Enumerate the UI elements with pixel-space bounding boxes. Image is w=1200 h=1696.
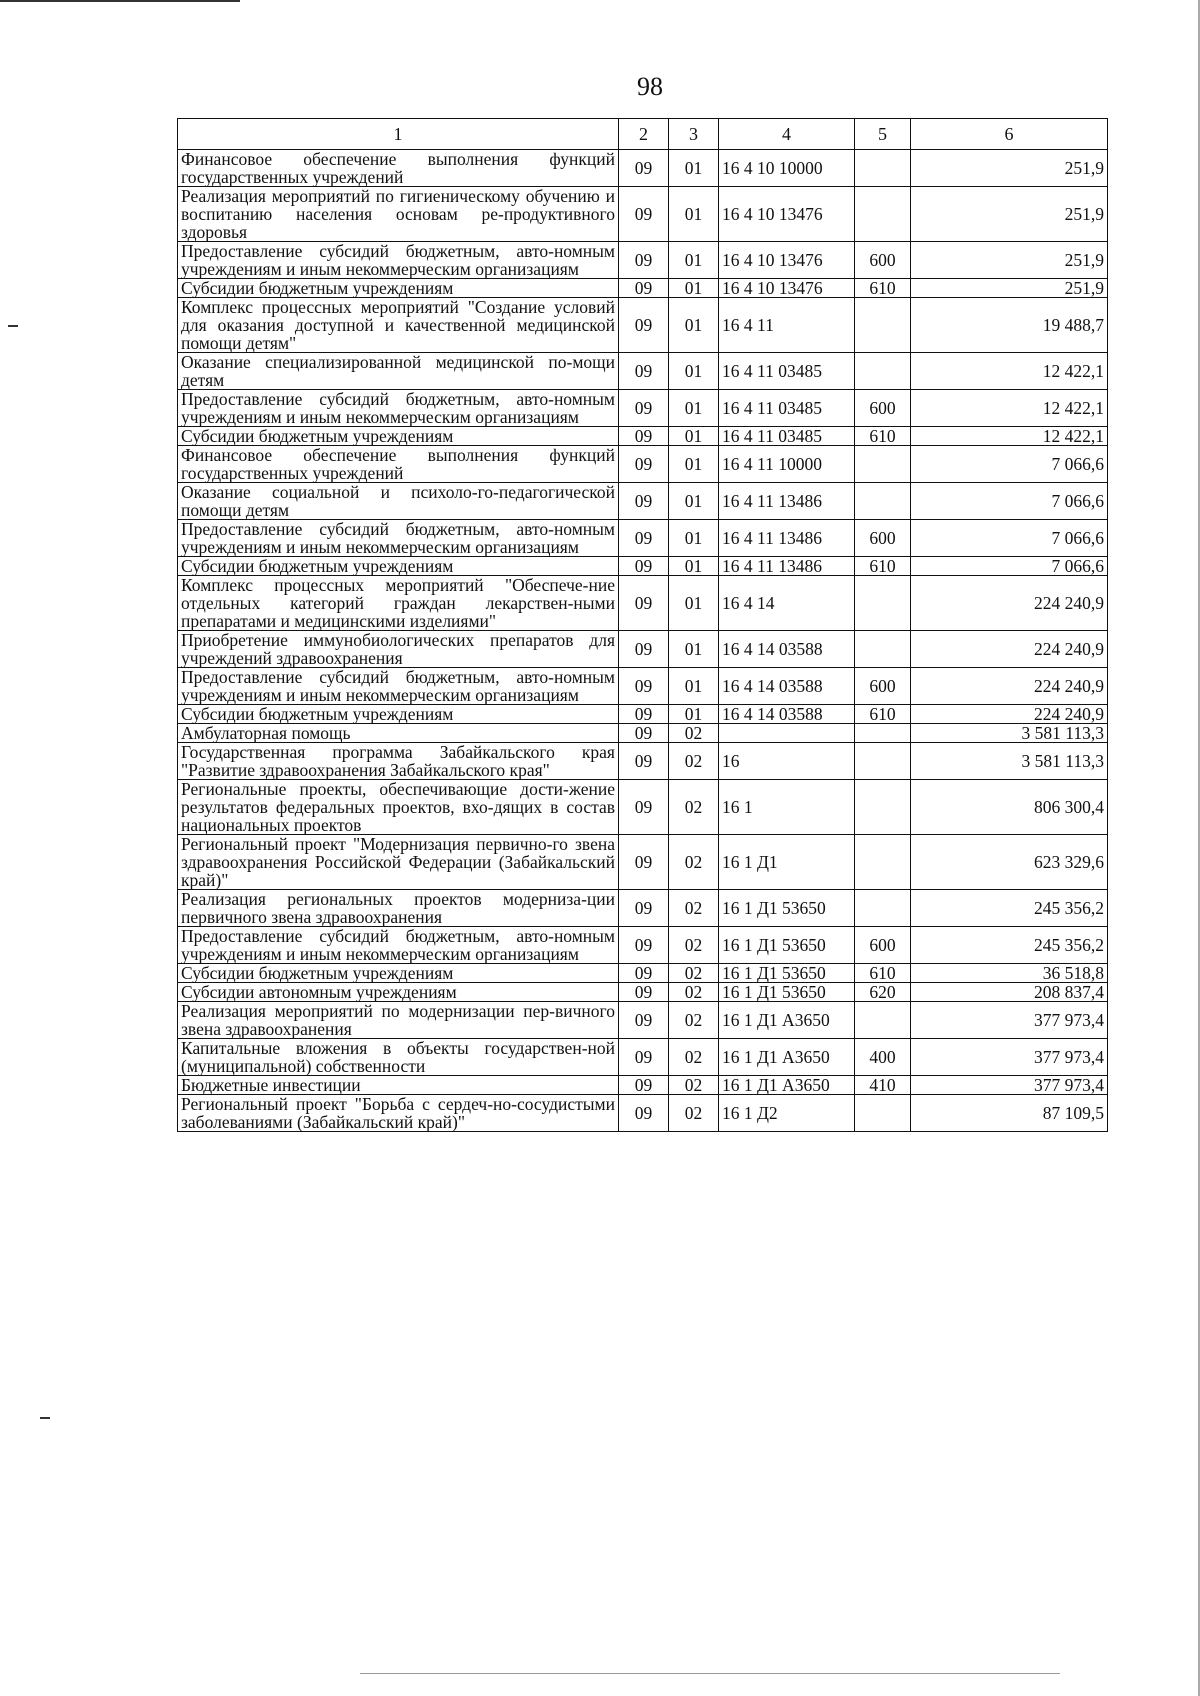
- table-row: [178, 983, 1108, 1002]
- cell-subsection: 01: [669, 446, 719, 483]
- cell-section: 09: [619, 983, 669, 1002]
- cell-subsection: 02: [669, 890, 719, 927]
- cell-section: 09: [619, 1002, 669, 1039]
- cell-target-code: 16 4 10 13476: [719, 279, 855, 298]
- cell-name: Региональный проект "Борьба с сердеч-но-сосудистыми заболеваниями (Забайкальский край)": [178, 1095, 619, 1132]
- cell-name: Региональные проекты, обеспечивающие дости-жение результатов федеральных проектов, вхо-дящих в состав национальных проектов: [178, 780, 619, 835]
- cell-name: Субсидии бюджетным учреждениям: [178, 279, 619, 298]
- cell-name: Оказание специализированной медицинской по-мощи детям: [178, 353, 619, 390]
- cell-amount: 377 973,4: [911, 1002, 1108, 1039]
- cell-subsection: 01: [669, 187, 719, 242]
- cell-expense-type: 600: [855, 668, 911, 705]
- table-row: [178, 483, 1108, 520]
- cell-name: Финансовое обеспечение выполнения функций государственных учреждений: [178, 446, 619, 483]
- scan-edge-bottom: [360, 1673, 1060, 1674]
- cell-subsection: 02: [669, 1076, 719, 1095]
- table-row: [178, 576, 1108, 631]
- cell-section: 09: [619, 520, 669, 557]
- cell-section: 09: [619, 890, 669, 927]
- scan-dash-left: [8, 325, 18, 327]
- cell-expense-type: 600: [855, 520, 911, 557]
- cell-amount: 224 240,9: [911, 668, 1108, 705]
- cell-section: 09: [619, 927, 669, 964]
- table-row: [178, 187, 1108, 242]
- cell-amount: 224 240,9: [911, 631, 1108, 668]
- cell-amount: 806 300,4: [911, 780, 1108, 835]
- budget-table: [177, 118, 1108, 1132]
- cell-section: 09: [619, 964, 669, 983]
- cell-subsection: 01: [669, 150, 719, 187]
- cell-target-code: 16 4 11 13486: [719, 557, 855, 576]
- cell-subsection: 01: [669, 298, 719, 353]
- cell-target-code: 16 1 Д1 53650: [719, 964, 855, 983]
- cell-amount: 245 356,2: [911, 890, 1108, 927]
- cell-target-code: 16 4 10 13476: [719, 242, 855, 279]
- cell-expense-type: [855, 1095, 911, 1132]
- cell-amount: 245 356,2: [911, 927, 1108, 964]
- cell-amount: 623 329,6: [911, 835, 1108, 890]
- cell-expense-type: [855, 483, 911, 520]
- cell-name: Государственная программа Забайкальского края "Развитие здравоохранения Забайкальского края": [178, 743, 619, 780]
- col-header-1: 1: [178, 119, 619, 150]
- cell-name: Предоставление субсидий бюджетным, авто-номным учреждениям и иным некоммерческим организациям: [178, 927, 619, 964]
- cell-subsection: 02: [669, 964, 719, 983]
- cell-amount: 224 240,9: [911, 705, 1108, 724]
- cell-name: Предоставление субсидий бюджетным, авто-номным учреждениям и иным некоммерческим организациям: [178, 520, 619, 557]
- cell-section: 09: [619, 1095, 669, 1132]
- cell-target-code: 16 4 14 03588: [719, 631, 855, 668]
- cell-amount: 19 488,7: [911, 298, 1108, 353]
- cell-expense-type: [855, 631, 911, 668]
- table-row: [178, 150, 1108, 187]
- table-row: [178, 1039, 1108, 1076]
- table-row: [178, 279, 1108, 298]
- cell-name: Предоставление субсидий бюджетным, авто-номным учреждениям и иным некоммерческим организациям: [178, 390, 619, 427]
- cell-name: Реализация мероприятий по модернизации пер-вичного звена здравоохранения: [178, 1002, 619, 1039]
- cell-expense-type: 610: [855, 427, 911, 446]
- cell-target-code: 16 1 Д1 А3650: [719, 1039, 855, 1076]
- cell-name: Реализация мероприятий по гигиеническому обучению и воспитанию населения основам ре-продуктивного здоровья: [178, 187, 619, 242]
- table-row: [178, 1095, 1108, 1132]
- cell-name: Предоставление субсидий бюджетным, авто-номным учреждениям и иным некоммерческим организациям: [178, 242, 619, 279]
- col-header-6: 6: [911, 119, 1108, 150]
- col-header-3: 3: [669, 119, 719, 150]
- cell-target-code: 16 4 10 13476: [719, 187, 855, 242]
- cell-amount: 7 066,6: [911, 483, 1108, 520]
- cell-subsection: 01: [669, 557, 719, 576]
- cell-expense-type: 610: [855, 705, 911, 724]
- cell-target-code: 16: [719, 743, 855, 780]
- cell-subsection: 01: [669, 279, 719, 298]
- cell-target-code: 16 1 Д1 А3650: [719, 1002, 855, 1039]
- cell-name: Предоставление субсидий бюджетным, авто-номным учреждениям и иным некоммерческим организациям: [178, 668, 619, 705]
- cell-expense-type: [855, 353, 911, 390]
- cell-target-code: 16 4 10 10000: [719, 150, 855, 187]
- cell-target-code: 16 4 11: [719, 298, 855, 353]
- cell-target-code: 16 4 14 03588: [719, 668, 855, 705]
- cell-section: 09: [619, 576, 669, 631]
- cell-amount: 36 518,8: [911, 964, 1108, 983]
- cell-target-code: 16 1 Д1 53650: [719, 983, 855, 1002]
- cell-subsection: 01: [669, 242, 719, 279]
- table-row: [178, 446, 1108, 483]
- cell-target-code: 16 1 Д1 А3650: [719, 1076, 855, 1095]
- cell-amount: 12 422,1: [911, 427, 1108, 446]
- cell-name: Бюджетные инвестиции: [178, 1076, 619, 1095]
- cell-amount: 7 066,6: [911, 446, 1108, 483]
- cell-subsection: 01: [669, 576, 719, 631]
- cell-section: 09: [619, 631, 669, 668]
- cell-amount: 12 422,1: [911, 353, 1108, 390]
- cell-expense-type: 400: [855, 1039, 911, 1076]
- cell-subsection: 02: [669, 1039, 719, 1076]
- table-row: [178, 964, 1108, 983]
- table-row: [178, 668, 1108, 705]
- cell-expense-type: 410: [855, 1076, 911, 1095]
- cell-expense-type: [855, 187, 911, 242]
- table-row: [178, 1002, 1108, 1039]
- cell-target-code: 16 4 14: [719, 576, 855, 631]
- cell-name: Региональный проект "Модернизация первично-го звена здравоохранения Российской Федерации (Забайкальский край)": [178, 835, 619, 890]
- cell-target-code: 16 1 Д2: [719, 1095, 855, 1132]
- cell-name: Субсидии бюджетным учреждениям: [178, 557, 619, 576]
- cell-name: Комплекс процессных мероприятий "Создание условий для оказания доступной и качественной медицинской помощи детям": [178, 298, 619, 353]
- cell-name: Оказание социальной и психоло-го-педагогической помощи детям: [178, 483, 619, 520]
- cell-expense-type: 610: [855, 279, 911, 298]
- cell-subsection: 02: [669, 1002, 719, 1039]
- cell-subsection: 02: [669, 724, 719, 743]
- cell-subsection: 02: [669, 835, 719, 890]
- cell-expense-type: [855, 780, 911, 835]
- table-body: [178, 150, 1108, 1132]
- cell-section: 09: [619, 743, 669, 780]
- cell-name: Субсидии автономным учреждениям: [178, 983, 619, 1002]
- cell-name: Приобретение иммунобиологических препаратов для учреждений здравоохранения: [178, 631, 619, 668]
- cell-amount: 251,9: [911, 187, 1108, 242]
- cell-amount: 208 837,4: [911, 983, 1108, 1002]
- table-row: [178, 353, 1108, 390]
- cell-section: 09: [619, 557, 669, 576]
- cell-amount: 12 422,1: [911, 390, 1108, 427]
- cell-amount: 251,9: [911, 242, 1108, 279]
- table-row: [178, 390, 1108, 427]
- cell-section: 09: [619, 187, 669, 242]
- header-row: [178, 119, 1108, 150]
- table-row: [178, 242, 1108, 279]
- cell-expense-type: 610: [855, 557, 911, 576]
- cell-name: Капитальные вложения в объекты государствен-ной (муниципальной) собственности: [178, 1039, 619, 1076]
- cell-target-code: 16 4 11 03485: [719, 427, 855, 446]
- cell-section: 09: [619, 242, 669, 279]
- cell-amount: 3 581 113,3: [911, 724, 1108, 743]
- cell-name: Комплекс процессных мероприятий "Обеспече-ние отдельных категорий граждан лекарствен-ными препаратами и медицинскими изделиями": [178, 576, 619, 631]
- cell-expense-type: [855, 835, 911, 890]
- cell-amount: 251,9: [911, 150, 1108, 187]
- cell-subsection: 01: [669, 353, 719, 390]
- cell-expense-type: [855, 298, 911, 353]
- cell-subsection: 02: [669, 743, 719, 780]
- cell-target-code: 16 4 11 13486: [719, 483, 855, 520]
- cell-expense-type: [855, 724, 911, 743]
- table-row: [178, 890, 1108, 927]
- cell-subsection: 02: [669, 1095, 719, 1132]
- cell-amount: 3 581 113,3: [911, 743, 1108, 780]
- cell-subsection: 01: [669, 705, 719, 724]
- page-number: 98: [637, 72, 663, 101]
- cell-name: Субсидии бюджетным учреждениям: [178, 705, 619, 724]
- cell-expense-type: 600: [855, 927, 911, 964]
- cell-amount: 377 973,4: [911, 1039, 1108, 1076]
- cell-section: 09: [619, 705, 669, 724]
- table-row: [178, 780, 1108, 835]
- table-row: [178, 557, 1108, 576]
- table-row: [178, 631, 1108, 668]
- cell-expense-type: 600: [855, 242, 911, 279]
- cell-target-code: 16 4 11 03485: [719, 390, 855, 427]
- cell-section: 09: [619, 390, 669, 427]
- cell-section: 09: [619, 279, 669, 298]
- cell-name: Амбулаторная помощь: [178, 724, 619, 743]
- cell-subsection: 02: [669, 927, 719, 964]
- cell-expense-type: [855, 446, 911, 483]
- cell-amount: 377 973,4: [911, 1076, 1108, 1095]
- cell-name: Субсидии бюджетным учреждениям: [178, 427, 619, 446]
- cell-subsection: 01: [669, 483, 719, 520]
- table-row: [178, 520, 1108, 557]
- cell-subsection: 01: [669, 631, 719, 668]
- scan-edge-top: [0, 0, 240, 2]
- cell-target-code: 16 1 Д1: [719, 835, 855, 890]
- cell-expense-type: [855, 1002, 911, 1039]
- cell-section: 09: [619, 298, 669, 353]
- cell-target-code: 16 4 14 03588: [719, 705, 855, 724]
- cell-amount: 7 066,6: [911, 520, 1108, 557]
- col-header-2: 2: [619, 119, 669, 150]
- cell-section: 09: [619, 835, 669, 890]
- cell-section: 09: [619, 150, 669, 187]
- cell-name: Субсидии бюджетным учреждениям: [178, 964, 619, 983]
- col-header-4: 4: [719, 119, 855, 150]
- cell-target-code: 16 1 Д1 53650: [719, 890, 855, 927]
- cell-expense-type: 610: [855, 964, 911, 983]
- cell-target-code: 16 4 11 13486: [719, 520, 855, 557]
- cell-amount: 224 240,9: [911, 576, 1108, 631]
- col-header-5: 5: [855, 119, 911, 150]
- cell-expense-type: [855, 743, 911, 780]
- cell-section: 09: [619, 353, 669, 390]
- cell-section: 09: [619, 483, 669, 520]
- table-row: [178, 1076, 1108, 1095]
- cell-expense-type: [855, 576, 911, 631]
- cell-subsection: 02: [669, 983, 719, 1002]
- cell-section: 09: [619, 780, 669, 835]
- cell-section: 09: [619, 724, 669, 743]
- cell-target-code: 16 4 11 10000: [719, 446, 855, 483]
- table-row: [178, 298, 1108, 353]
- cell-subsection: 01: [669, 520, 719, 557]
- cell-section: 09: [619, 427, 669, 446]
- cell-section: 09: [619, 668, 669, 705]
- cell-subsection: 02: [669, 780, 719, 835]
- cell-amount: 251,9: [911, 279, 1108, 298]
- cell-target-code: 16 4 11 03485: [719, 353, 855, 390]
- cell-name: Финансовое обеспечение выполнения функций государственных учреждений: [178, 150, 619, 187]
- cell-target-code: 16 1: [719, 780, 855, 835]
- table-row: [178, 724, 1108, 743]
- cell-section: 09: [619, 1076, 669, 1095]
- cell-expense-type: 600: [855, 390, 911, 427]
- cell-subsection: 01: [669, 668, 719, 705]
- cell-subsection: 01: [669, 427, 719, 446]
- cell-amount: 87 109,5: [911, 1095, 1108, 1132]
- cell-target-code: 16 1 Д1 53650: [719, 927, 855, 964]
- table-row: [178, 835, 1108, 890]
- table-row: [178, 427, 1108, 446]
- cell-section: 09: [619, 1039, 669, 1076]
- cell-expense-type: [855, 150, 911, 187]
- cell-amount: 7 066,6: [911, 557, 1108, 576]
- cell-subsection: 01: [669, 390, 719, 427]
- table-row: [178, 743, 1108, 780]
- cell-expense-type: 620: [855, 983, 911, 1002]
- cell-section: 09: [619, 446, 669, 483]
- table-row: [178, 705, 1108, 724]
- cell-target-code: [719, 724, 855, 743]
- cell-expense-type: [855, 890, 911, 927]
- scan-dash-left-2: [40, 1417, 50, 1419]
- cell-name: Реализация региональных проектов модерниза-ции первичного звена здравоохранения: [178, 890, 619, 927]
- table-row: [178, 927, 1108, 964]
